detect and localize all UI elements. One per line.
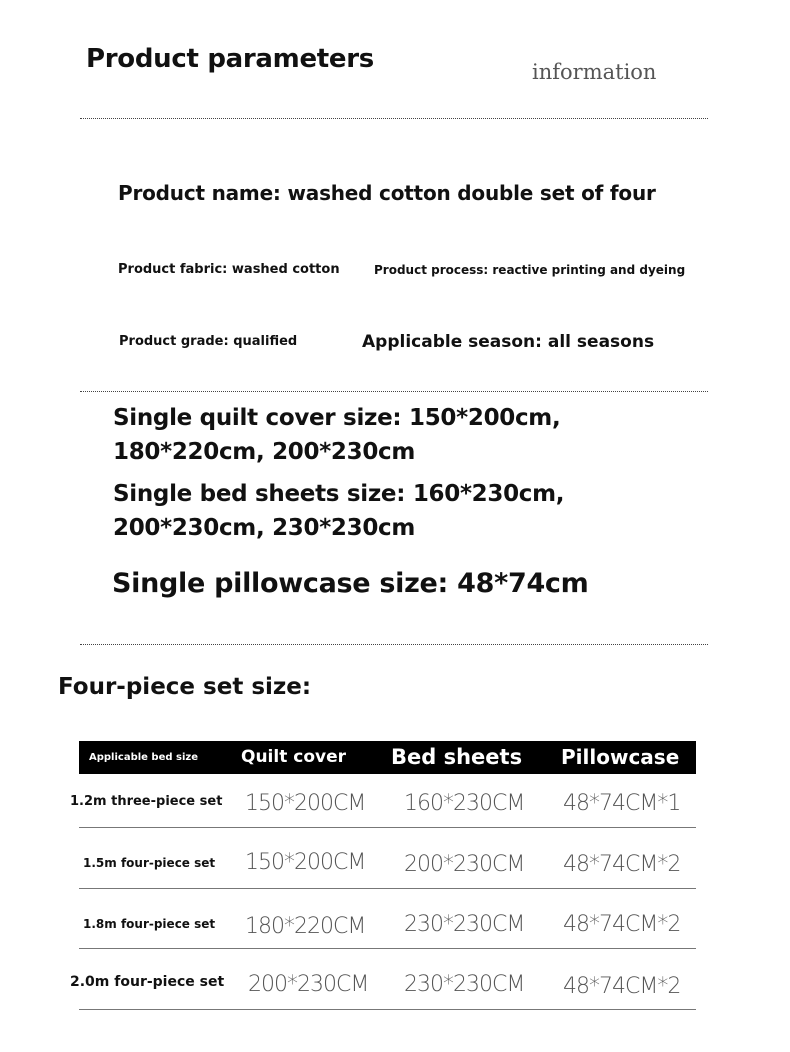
divider — [80, 391, 708, 392]
table-header — [79, 741, 696, 774]
row-pillowcase: 48*74CM*2 — [563, 974, 681, 999]
applicable-season: Applicable season: all seasons — [362, 332, 655, 352]
header-bed-sheets: Bed sheets — [391, 745, 523, 769]
product-fabric: Product fabric: washed cotton — [118, 262, 340, 277]
pillowcase-size: Single pillowcase size: 48*74cm — [112, 568, 589, 599]
header-pillowcase: Pillowcase — [561, 745, 680, 769]
quilt-cover-size-line1: Single quilt cover size: 150*200cm, — [113, 405, 561, 431]
row-bed-size: 1.5m four-piece set — [83, 856, 216, 870]
row-divider — [79, 948, 696, 949]
row-pillowcase: 48*74CM*2 — [563, 912, 681, 937]
row-divider — [79, 888, 696, 889]
bed-sheets-size-line2: 200*230cm, 230*230cm — [113, 515, 416, 541]
bed-sheets-size-line1: Single bed sheets size: 160*230cm, — [113, 481, 565, 507]
header-quilt-cover: Quilt cover — [241, 747, 347, 767]
product-grade: Product grade: qualified — [119, 334, 298, 349]
page-title: Product parameters — [86, 44, 374, 74]
divider — [80, 118, 708, 119]
row-divider — [79, 1009, 696, 1010]
page-subtitle: information — [532, 60, 657, 84]
row-bed-sheets: 230*230CM — [404, 972, 525, 997]
product-name: Product name: washed cotton double set of four — [118, 181, 656, 205]
row-pillowcase: 48*74CM*1 — [563, 791, 681, 816]
row-quilt-cover: 150*200CM — [245, 791, 366, 816]
row-bed-sheets: 200*230CM — [404, 852, 525, 877]
row-bed-size: 1.8m four-piece set — [83, 917, 216, 931]
row-quilt-cover: 200*230CM — [248, 972, 369, 997]
row-bed-sheets: 230*230CM — [404, 912, 525, 937]
row-quilt-cover: 150*200CM — [245, 850, 366, 875]
quilt-cover-size-line2: 180*220cm, 200*230cm — [113, 439, 416, 465]
row-quilt-cover: 180*220CM — [245, 914, 366, 939]
set-table-title: Four-piece set size: — [58, 674, 312, 700]
row-divider — [79, 827, 696, 828]
row-pillowcase: 48*74CM*2 — [563, 852, 681, 877]
product-process: Product process: reactive printing and dyeing — [374, 263, 686, 277]
divider — [80, 644, 708, 645]
row-bed-size: 1.2m three-piece set — [70, 794, 223, 809]
header-bed-size: Applicable bed size — [89, 752, 198, 763]
row-bed-size: 2.0m four-piece set — [70, 974, 225, 990]
row-bed-sheets: 160*230CM — [404, 791, 525, 816]
